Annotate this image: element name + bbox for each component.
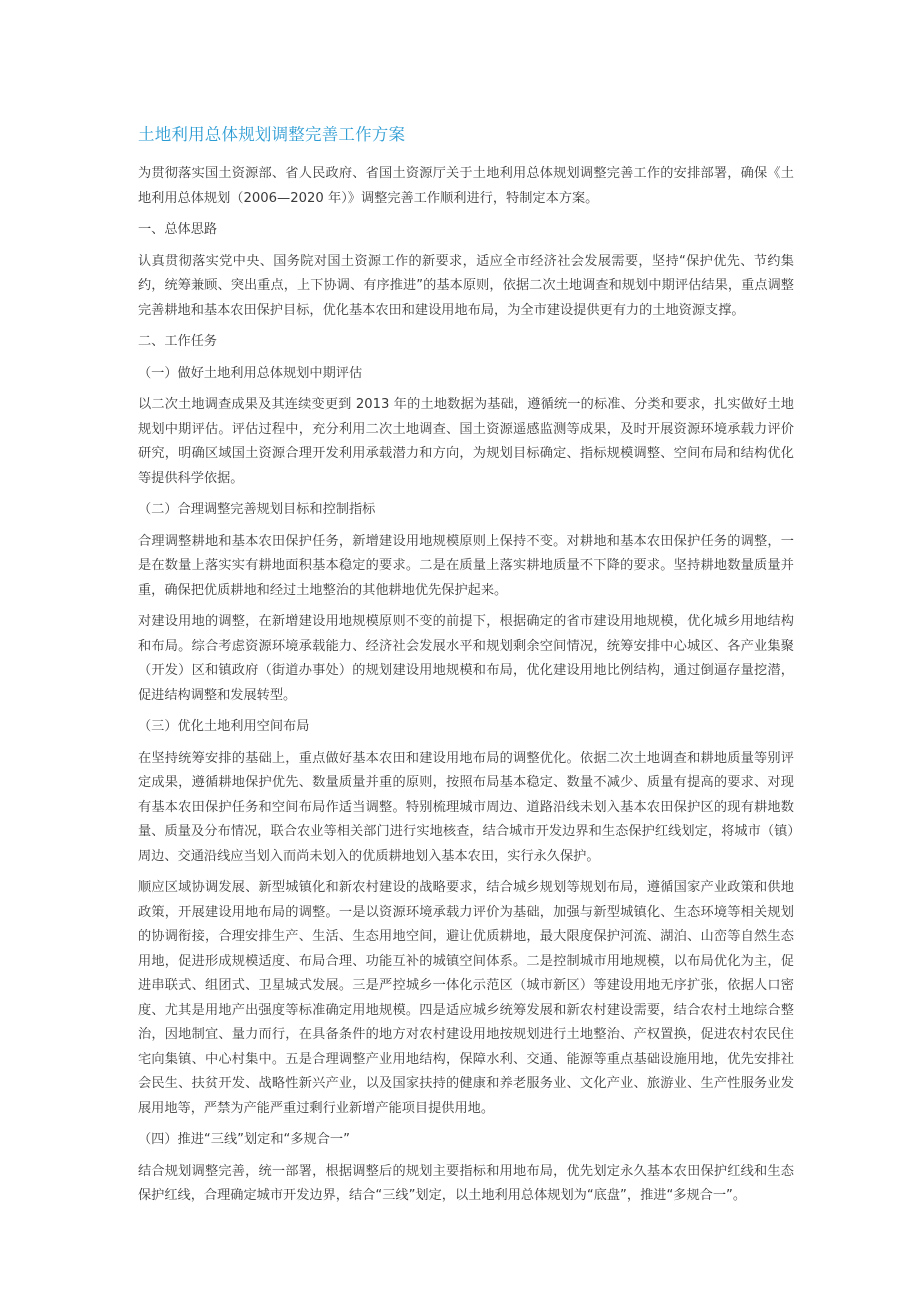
paragraph-list [138, 162, 794, 1209]
document-body [138, 122, 794, 1216]
body-paragraph: 为贯彻落实国土资源部、省人民政府、省国土资源厅关于土地利用总体规划调整完善工作的安排部署，确保《土地利用总体规划（2006—2020 年）》调整完善工作顺利进行，特制定本方案。 [138, 166, 794, 206]
body-paragraph: 在坚持统筹安排的基础上，重点做好基本农田和建设用地布局的调整优化。依据二次土地调查和耕地质量等别评定成果，遵循耕地保护优先、数量质量并重的原则，按照布局基本稳定、数量不减少、质量有提高的要求、对现有基本农田保护任务和空间布局作适当调整。特别梳理城市周边、道路沿线未划入基本农田保护区的现有耕地数量、质量及分布情况，联合农业等相关部门进行实地核查，结合城市开发边界和生态保护红线划定，将城市（镇）周边、交通沿线应当划入而尚未划入的优质耕地划入基本农田，实行永久保护。 [138, 750, 794, 864]
body-paragraph: 认真贯彻落实党中央、国务院对国土资源工作的新要求，适应全市经济社会发展需要，坚持“保护优先、节约集约，统筹兼顾、突出重点，上下协调、有序推进”的基本原则，依据二次土地调查和规划中期评估结果，重点调整完善耕地和基本农田保护目标，优化基本农田和建设用地布局，为全市建设提供更有力的土地资源支撑。 [138, 253, 794, 318]
section-heading: （三）优化土地利用空间布局 [138, 719, 310, 734]
section-heading: （四）推进“三线”划定和“多规合一” [138, 1132, 350, 1147]
body-paragraph: 对建设用地的调整，在新增建设用地规模原则不变的前提下，根据确定的省市建设用地规模，优化城乡用地结构和布局。综合考虑资源环境承载能力、经济社会发展水平和规划剩余空间情况，统筹安排中心城区、各产业集聚（开发）区和镇政府（街道办事处）的规划建设用地规模和布局，优化建设用地比例结构，通过倒逼存量挖潜，促进结构调整和发展转型。 [138, 614, 794, 703]
body-paragraph: 顺应区域协调发展、新型城镇化和新农村建设的战略要求，结合城乡规划等规划布局，遵循国家产业政策和供地政策，开展建设用地布局的调整。一是以资源环境承载力评价为基础，加强与新型城镇化、生态环境等相关规划的协调衔接，合理安排生产、生活、生态用地空间，避让优质耕地，最大限度保护河流、湖泊、山峦等自然生态用地，促进形成规模适度、布局合理、功能互补的城镇空间体系。二是控制城市用地规模，以布局优化为主，促进串联式、组团式、卫星城式发展。三是严控城乡一体化示范区（城市新区）等建设用地无序扩张，依据人口密度、尤其是用地产出强度等标准确定用地规模。四是适应城乡统筹发展和新农村建设需要，结合农村土地综合整治，因地制宜、量力而行，在具备条件的地方对农村建设用地按规划进行土地整治、产权置换，促进农村农民住宅向集镇、中心村集中。五是合理调整产业用地结构，保障水利、交通、能源等重点基础设施用地，优先安排社会民生、扶贫开发、战略性新兴产业，以及国家扶持的健康和养老服务业、文化产业、旅游业、生产性服务业发展用地等，严禁为产能严重过剩行业新增产能项目提供用地。 [138, 880, 794, 1116]
section-heading: （二）合理调整完善规划目标和控制指标 [138, 502, 376, 517]
section-heading: 一、总体思路 [138, 222, 218, 237]
body-paragraph: 合理调整耕地和基本农田保护任务，新增建设用地规模原则上保持不变。对耕地和基本农田保护任务的调整，一是在数量上落实实有耕地面积基本稳定的要求。二是在质量上落实耕地质量不下降的要求。坚持耕地数量质量并重，确保把优质耕地和经过土地整治的其他耕地优先保护起来。 [138, 533, 794, 598]
body-paragraph: 以二次土地调查成果及其连续变更到 2013 年的土地数据为基础，遵循统一的标准、分类和要求，扎实做好土地规划中期评估。评估过程中，充分利用二次土地调查、国土资源遥感监测等成果，及时开展资源环境承载力评价研究，明确区域国土资源合理开发利用承载潜力和方向，为规划目标确定、指标规模调整、空间布局和结构优化等提供科学依据。 [138, 397, 794, 486]
section-heading: 二、工作任务 [138, 334, 218, 349]
body-paragraph: 结合规划调整完善，统一部署，根据调整后的规划主要指标和用地布局，优先划定永久基本农田保护红线和生态保护红线，合理确定城市开发边界，结合“三线”划定，以土地利用总体规划为“底盘”，推进“多规合一”。 [138, 1163, 794, 1203]
section-heading: （一）做好土地利用总体规划中期评估 [138, 365, 363, 381]
document-title: 土地利用总体规划调整完善工作方案 [138, 125, 406, 144]
